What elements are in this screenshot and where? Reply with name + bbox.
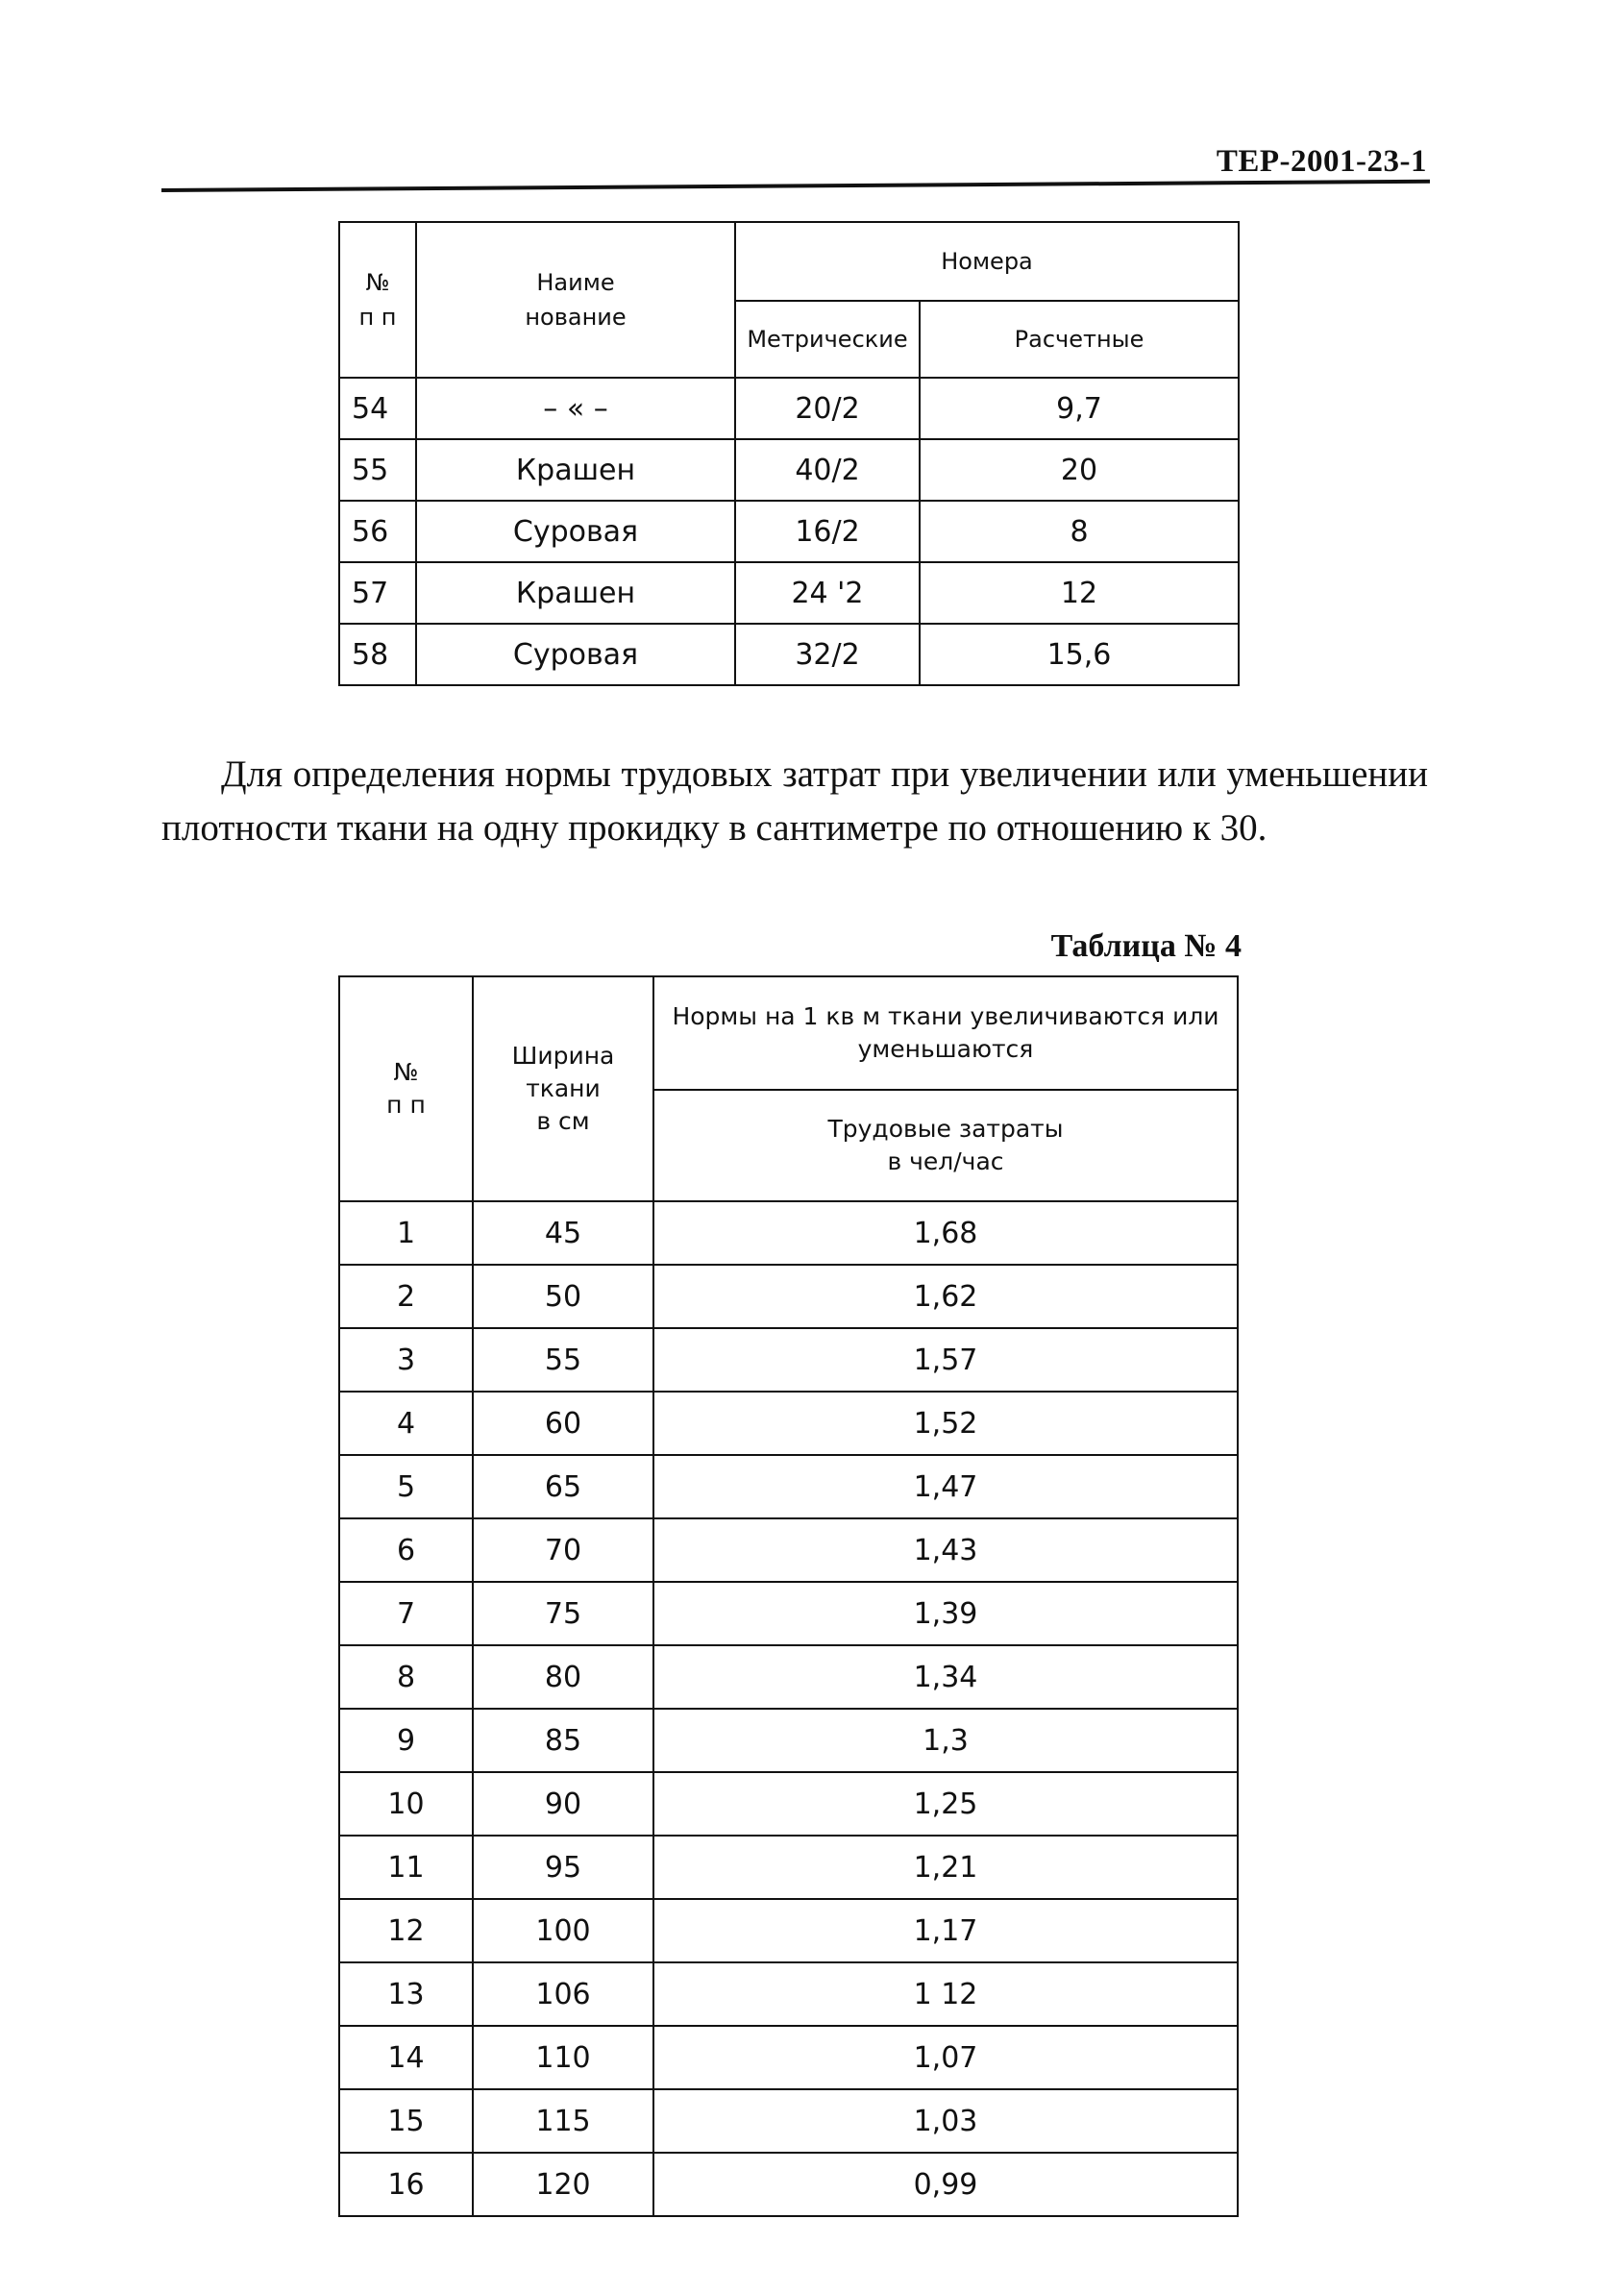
cell-width: 60 [473, 1392, 653, 1455]
table-row [339, 2089, 1238, 2153]
cell-width: 45 [473, 1201, 653, 1265]
table-row [339, 501, 1239, 562]
table-yarn-numbers [338, 221, 1240, 686]
cell-labor: 1,68 [653, 1201, 1238, 1265]
cell-labor: 1,47 [653, 1455, 1238, 1518]
cell-labor: 1,62 [653, 1265, 1238, 1328]
cell-num: 10 [339, 1772, 473, 1836]
table-row [339, 562, 1239, 624]
cell-num: 56 [339, 501, 416, 562]
cell-name: Суровая [416, 501, 735, 562]
cell-name: – « – [416, 378, 735, 439]
cell-labor: 1,3 [653, 1709, 1238, 1772]
cell-num: 11 [339, 1836, 473, 1899]
cell-metric: 16/2 [735, 501, 920, 562]
header-numbers-group: Номера [735, 222, 1239, 301]
cell-num: 4 [339, 1392, 473, 1455]
cell-width: 75 [473, 1582, 653, 1645]
cell-labor: 1,39 [653, 1582, 1238, 1645]
cell-width: 65 [473, 1455, 653, 1518]
cell-num: 14 [339, 2026, 473, 2089]
cell-width: 110 [473, 2026, 653, 2089]
table-4-label: Таблица № 4 [1050, 928, 1242, 964]
cell-labor: 1,21 [653, 1836, 1238, 1899]
table-row [339, 1709, 1238, 1772]
document-code: ТЕР-2001-23-1 [1216, 144, 1427, 179]
table-row [339, 1518, 1238, 1582]
table-row [339, 1582, 1238, 1645]
table-row [339, 1962, 1238, 2026]
header-num: № п п [339, 976, 473, 1201]
header-calc: Расчетные [920, 301, 1239, 378]
cell-width: 90 [473, 1772, 653, 1836]
table-row [339, 1645, 1238, 1709]
cell-calc: 15,6 [920, 624, 1239, 685]
table-row [339, 1772, 1238, 1836]
header-labor: Трудовые затраты в чел/час [653, 1090, 1238, 1201]
table-row [339, 1899, 1238, 1962]
cell-labor: 1,25 [653, 1772, 1238, 1836]
cell-width: 55 [473, 1328, 653, 1392]
cell-labor: 1,17 [653, 1899, 1238, 1962]
header-norms-group: Нормы на 1 кв м ткани увеличиваются или уменьшаются [653, 976, 1238, 1090]
cell-num: 8 [339, 1645, 473, 1709]
cell-metric: 40/2 [735, 439, 920, 501]
cell-labor: 1,43 [653, 1518, 1238, 1582]
table-row [339, 1201, 1238, 1265]
cell-num: 54 [339, 378, 416, 439]
cell-width: 120 [473, 2153, 653, 2216]
cell-metric: 24 '2 [735, 562, 920, 624]
table-row [339, 1265, 1238, 1328]
cell-num: 2 [339, 1265, 473, 1328]
cell-labor: 1,07 [653, 2026, 1238, 2089]
cell-labor: 0,99 [653, 2153, 1238, 2216]
cell-num: 57 [339, 562, 416, 624]
table-row [339, 2153, 1238, 2216]
cell-width: 95 [473, 1836, 653, 1899]
table-row [339, 1392, 1238, 1455]
cell-num: 58 [339, 624, 416, 685]
header-metric: Метрические [735, 301, 920, 378]
cell-num: 55 [339, 439, 416, 501]
cell-width: 106 [473, 1962, 653, 2026]
cell-num: 3 [339, 1328, 473, 1392]
cell-metric: 32/2 [735, 624, 920, 685]
cell-width: 70 [473, 1518, 653, 1582]
table-row [339, 1455, 1238, 1518]
table-row [339, 1836, 1238, 1899]
cell-num: 15 [339, 2089, 473, 2153]
table-row [339, 624, 1239, 685]
cell-num: 12 [339, 1899, 473, 1962]
cell-width: 100 [473, 1899, 653, 1962]
cell-calc: 8 [920, 501, 1239, 562]
table-labor-norms [338, 975, 1239, 2217]
table-row [339, 1328, 1238, 1392]
header-width: Ширина ткани в см [473, 976, 653, 1201]
table-row [339, 378, 1239, 439]
table-row [339, 439, 1239, 501]
cell-name: Крашен [416, 439, 735, 501]
cell-name: Суровая [416, 624, 735, 685]
cell-labor: 1,34 [653, 1645, 1238, 1709]
cell-calc: 12 [920, 562, 1239, 624]
cell-labor: 1 12 [653, 1962, 1238, 2026]
cell-num: 6 [339, 1518, 473, 1582]
cell-num: 16 [339, 2153, 473, 2216]
header-rule [161, 180, 1430, 192]
body-paragraph: Для определения нормы трудовых затрат при увеличении или уменьшении плотности ткани на одну прокидку в сантиметре по отношению к 30. [161, 753, 1428, 849]
cell-width: 50 [473, 1265, 653, 1328]
cell-num: 5 [339, 1455, 473, 1518]
cell-width: 85 [473, 1709, 653, 1772]
cell-metric: 20/2 [735, 378, 920, 439]
cell-num: 9 [339, 1709, 473, 1772]
header-num: № п п [339, 222, 416, 378]
cell-labor: 1,52 [653, 1392, 1238, 1455]
cell-num: 7 [339, 1582, 473, 1645]
cell-num: 13 [339, 1962, 473, 2026]
cell-width: 80 [473, 1645, 653, 1709]
cell-labor: 1,03 [653, 2089, 1238, 2153]
cell-width: 115 [473, 2089, 653, 2153]
header-name: Наиме нование [416, 222, 735, 378]
cell-name: Крашен [416, 562, 735, 624]
cell-num: 1 [339, 1201, 473, 1265]
cell-calc: 9,7 [920, 378, 1239, 439]
cell-calc: 20 [920, 439, 1239, 501]
cell-labor: 1,57 [653, 1328, 1238, 1392]
table-row [339, 2026, 1238, 2089]
